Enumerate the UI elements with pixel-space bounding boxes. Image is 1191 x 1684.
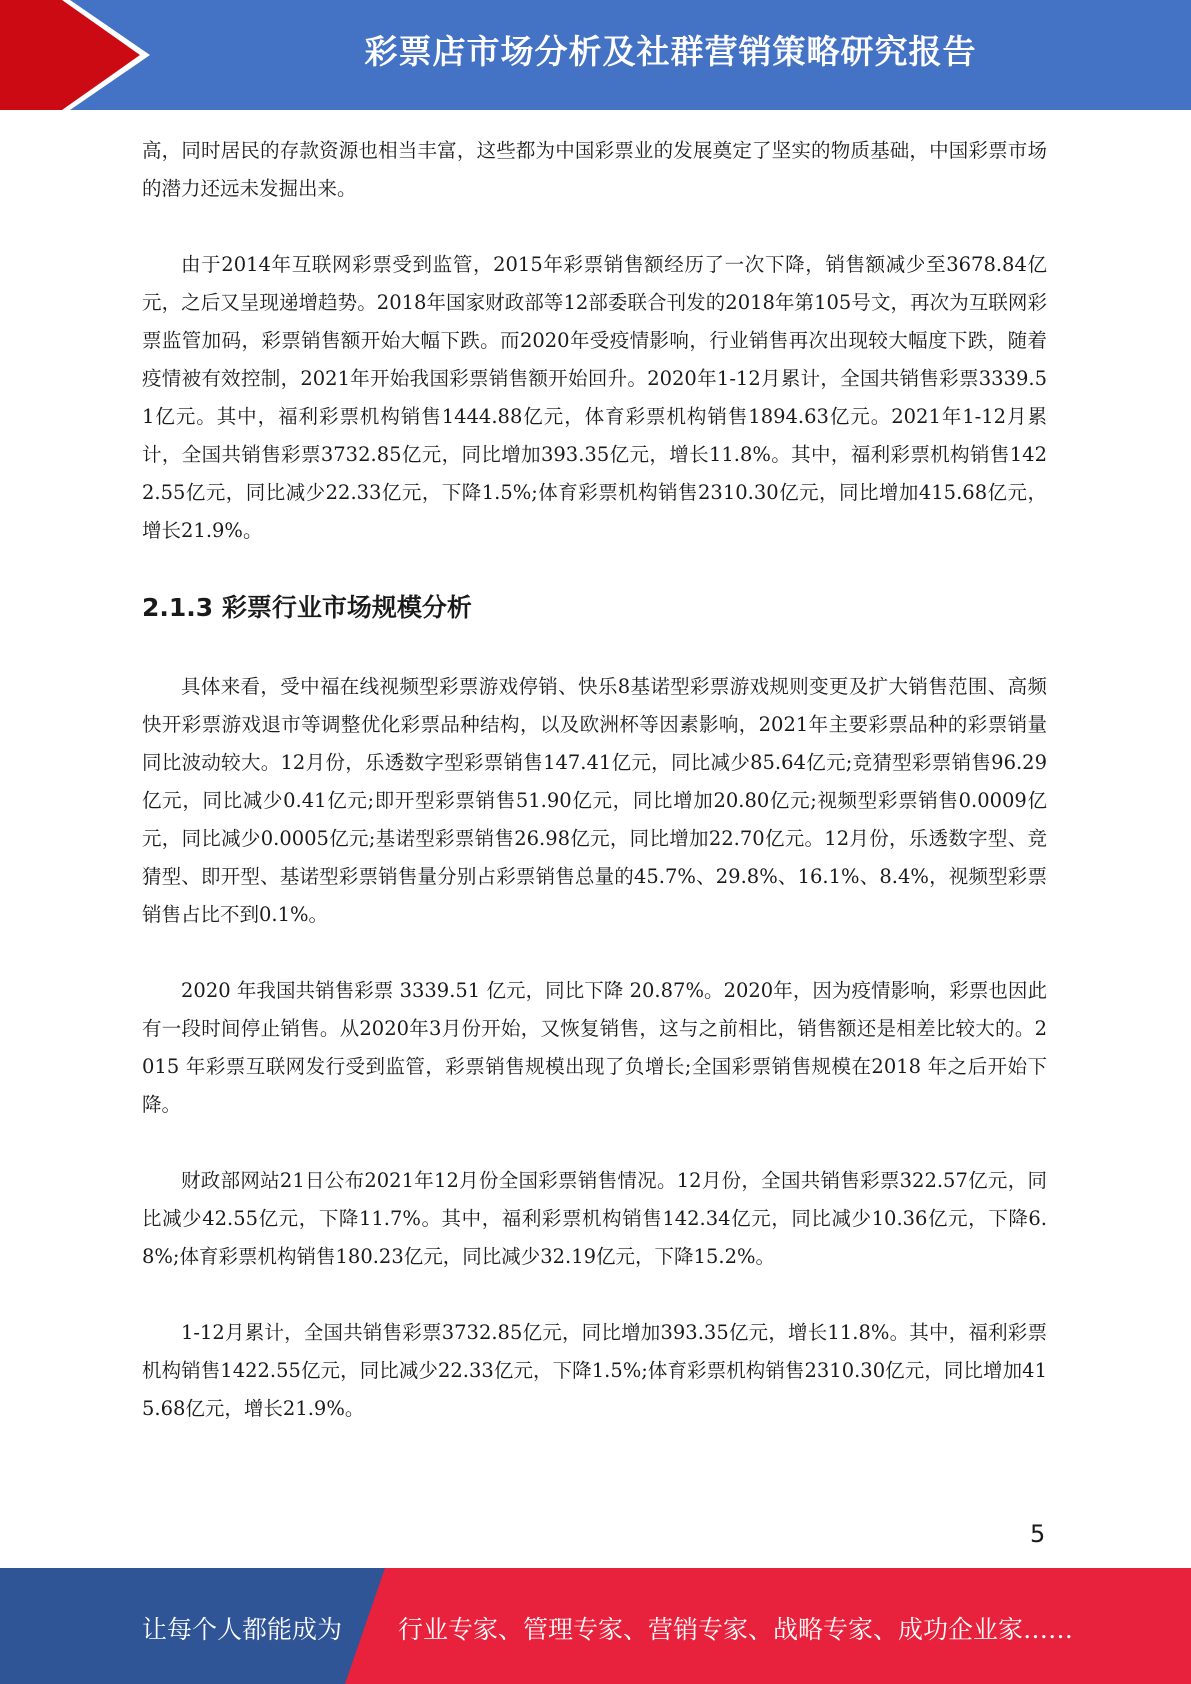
paragraph-annual-summary: 1-12月累计，全国共销售彩票3732.85亿元，同比增加393.35亿元，增长11.8%。其中，福利彩票机构销售1422.55亿元，同比减少22.33亿元，下降1.5%;体育彩票机构销售2310.30亿元，同比增加415.68亿元，增长21.9%。 xyxy=(142,1321,1047,1420)
page-number: 5 xyxy=(1030,1520,1046,1548)
paragraph-december-sales: 财政部网站21日公布2021年12月份全国彩票销售情况。12月份，全国共销售彩票322.57亿元，同比减少42.55亿元，下降11.7%。其中，福利彩票机构销售142.34亿元，同比减少10.36亿元，下降6.8%;体育彩票机构销售180.23亿元，同比减少32.19亿元，下降15.2%。 xyxy=(142,1169,1047,1268)
paragraph-continuation: 高，同时居民的存款资源也相当丰富，这些都为中国彩票业的发展奠定了坚实的物质基础，中国彩票市场的潜力还远未发掘出来。 xyxy=(142,139,1047,200)
page-footer xyxy=(0,1568,1191,1684)
header-title: 彩票店市场分析及社群营销策略研究报告 xyxy=(364,32,977,71)
paragraph-sales-history: 由于2014年互联网彩票受到监管，2015年彩票销售额经历了一次下降，销售额减少至3678.84亿元，之后又呈现递增趋势。2018年国家财政部等12部委联合刊发的2018年第105号文，再次为互联网彩票监管加码，彩票销售额开始大幅下跌。而2020年受疫情影响，行业销售再次出现较大幅度下跌，随着疫情被有效控制，2021年开始我国彩票销售额开始回升。2020年1-12月累计，全国共销售彩票3339.51亿元。其中，福利彩票机构销售1444.88亿元，体育彩票机构销售1894.63亿元。2021年1-12月累计，全国共销售彩票3732.85亿元，同比增加393.35亿元，增长11.8%。其中，福利彩票机构销售1422.55亿元，同比减少22.33亿元，下降1.5%;体育彩票机构销售2310.30亿元，同比增加415.68亿元，增长21.9%。 xyxy=(142,253,1047,542)
document-body xyxy=(142,132,1047,1466)
footer-slogan-left: 让每个人都能成为 xyxy=(142,1615,343,1644)
page-header xyxy=(0,0,1191,110)
section-heading: 2.1.3 彩票行业市场规模分析 xyxy=(142,593,472,622)
paragraph-2020-sales: 2020 年我国共销售彩票 3339.51 亿元，同比下降 20.87%。2020年，因为疫情影响，彩票也因此有一段时间停止销售。从2020年3月份开始，又恢复销售，这与之前相比，销售额还是相差比较大的。2015 年彩票互联网发行受到监管，彩票销售规模出现了负增长;全国彩票销售规模在2018 年之后开始下降。 xyxy=(142,979,1047,1116)
footer-slogan-right: 行业专家、管理专家、营销专家、战略专家、成功企业家…… xyxy=(398,1615,1074,1644)
paragraph-product-breakdown: 具体来看，受中福在线视频型彩票游戏停销、快乐8基诺型彩票游戏规则变更及扩大销售范围、高频快开彩票游戏退市等调整优化彩票品种结构，以及欧洲杯等因素影响，2021年主要彩票品种的彩票销量同比波动较大。12月份，乐透数字型彩票销售147.41亿元，同比减少85.64亿元;竞猜型彩票销售96.29亿元，同比减少0.41亿元;即开型彩票销售51.90亿元，同比增加20.80亿元;视频型彩票销售0.0009亿元，同比减少0.0005亿元;基诺型彩票销售26.98亿元，同比增加22.70亿元。12月份，乐透数字型、竞猜型、即开型、基诺型彩票销售量分别占彩票销售总量的45.7%、29.8%、16.1%、8.4%，视频型彩票销售占比不到0.1%。 xyxy=(142,675,1047,926)
